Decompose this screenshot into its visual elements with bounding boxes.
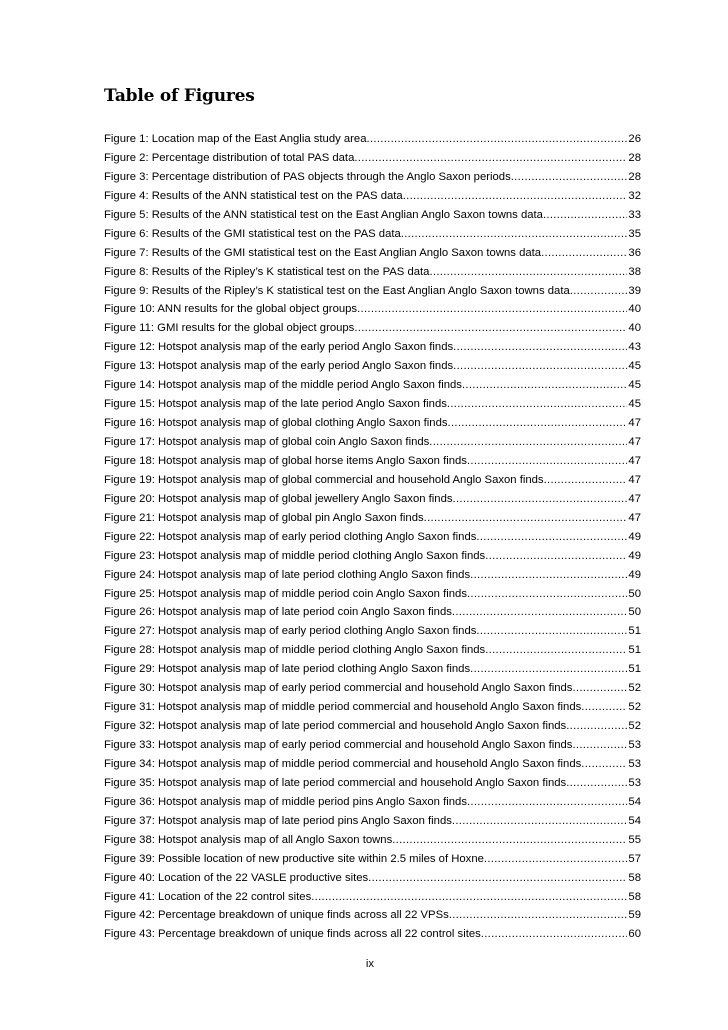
toc-entry-page-number: 50 bbox=[628, 606, 641, 619]
toc-entry-page-number: 36 bbox=[628, 246, 641, 259]
toc-entry[interactable] bbox=[104, 622, 641, 641]
toc-entry-label: Figure 5: Results of the ANN statistical test on the East Anglian Anglo Saxon towns data bbox=[104, 208, 543, 221]
toc-entry[interactable] bbox=[104, 831, 641, 850]
table-of-figures bbox=[104, 130, 641, 944]
toc-entry-label: Figure 17: Hotspot analysis map of global coin Anglo Saxon finds bbox=[104, 436, 430, 448]
toc-entry-page-number: 47 bbox=[628, 473, 641, 486]
toc-entry-label: Figure 26: Hotspot analysis map of late period coin Anglo Saxon finds bbox=[104, 606, 452, 619]
dot-leader bbox=[467, 585, 627, 604]
toc-entry-page-number: 52 bbox=[628, 682, 641, 695]
toc-entry[interactable] bbox=[104, 793, 641, 812]
toc-entry[interactable] bbox=[104, 225, 641, 244]
toc-entry[interactable] bbox=[104, 338, 641, 357]
toc-entry[interactable] bbox=[104, 471, 641, 490]
dot-leader bbox=[311, 888, 627, 907]
toc-entry-page-number: 47 bbox=[628, 436, 641, 448]
toc-entry-label: Figure 29: Hotspot analysis map of late period clothing Anglo Saxon finds bbox=[104, 663, 471, 676]
dot-leader bbox=[572, 679, 627, 698]
toc-entry[interactable] bbox=[104, 263, 641, 282]
dot-leader bbox=[484, 850, 628, 869]
toc-entry[interactable] bbox=[104, 888, 641, 907]
toc-entry-page-number: 47 bbox=[628, 492, 641, 505]
dot-leader bbox=[453, 490, 628, 509]
toc-entry-label: Figure 42: Percentage breakdown of unique finds across all 22 VPSs bbox=[104, 909, 449, 922]
toc-entry-label: Figure 39: Possible location of new productive site within 2.5 miles of Hoxne bbox=[104, 852, 484, 865]
dot-leader bbox=[570, 282, 628, 301]
dot-leader bbox=[566, 774, 627, 793]
dot-leader bbox=[403, 187, 628, 206]
dot-leader bbox=[424, 509, 628, 528]
toc-entry[interactable] bbox=[104, 282, 641, 301]
toc-entry-label: Figure 4: Results of the ANN statistical test on the PAS data bbox=[104, 189, 403, 202]
toc-entry-page-number: 43 bbox=[628, 341, 641, 354]
toc-entry-page-number: 28 bbox=[628, 151, 641, 164]
toc-entry-label: Figure 8: Results of the Ripley’s K statistical test on the PAS data bbox=[104, 265, 430, 278]
toc-entry-page-number: 32 bbox=[628, 189, 641, 202]
toc-entry-page-number: 49 bbox=[628, 568, 641, 581]
toc-entry[interactable] bbox=[104, 395, 641, 414]
toc-entry[interactable] bbox=[104, 850, 641, 869]
toc-entry-label: Figure 25: Hotspot analysis map of middle period coin Anglo Saxon finds bbox=[104, 587, 467, 600]
toc-entry-label: Figure 33: Hotspot analysis map of early period commercial and household Anglo Saxon finds bbox=[104, 739, 573, 751]
dot-leader bbox=[429, 433, 627, 452]
toc-entry[interactable] bbox=[104, 357, 641, 376]
dot-leader bbox=[511, 168, 628, 187]
toc-entry[interactable] bbox=[104, 376, 641, 395]
toc-entry-label: Figure 16: Hotspot analysis map of global clothing Anglo Saxon finds bbox=[104, 417, 448, 430]
dot-leader bbox=[581, 755, 627, 774]
toc-entry[interactable] bbox=[104, 414, 641, 433]
toc-entry-label: Figure 11: GMI results for the global object groups bbox=[104, 322, 355, 335]
toc-entry-label: Figure 38: Hotspot analysis map of all Anglo Saxon towns bbox=[104, 833, 393, 846]
toc-entry[interactable] bbox=[104, 319, 641, 338]
dot-leader bbox=[572, 736, 627, 755]
toc-entry-page-number: 58 bbox=[628, 871, 641, 884]
toc-entry-label: Figure 1: Location map of the East Anglia study area bbox=[104, 133, 367, 145]
toc-entry-page-number: 45 bbox=[628, 360, 641, 373]
dot-leader bbox=[476, 528, 627, 547]
toc-entry-page-number: 40 bbox=[628, 322, 641, 335]
toc-entry-label: Figure 22: Hotspot analysis map of early period clothing Anglo Saxon finds bbox=[104, 530, 477, 543]
toc-entry[interactable] bbox=[104, 509, 641, 528]
toc-entry[interactable] bbox=[104, 452, 641, 471]
toc-entry-label: Figure 12: Hotspot analysis map of the early period Anglo Saxon finds bbox=[104, 341, 454, 354]
dot-leader bbox=[485, 547, 627, 566]
toc-entry[interactable] bbox=[104, 490, 641, 509]
toc-entry-label: Figure 27: Hotspot analysis map of early period clothing Anglo Saxon finds bbox=[104, 625, 477, 638]
dot-leader bbox=[354, 319, 627, 338]
toc-entry[interactable] bbox=[104, 925, 641, 944]
dot-leader bbox=[476, 622, 627, 641]
toc-entry-label: Figure 20: Hotspot analysis map of global jewellery Anglo Saxon finds bbox=[104, 492, 453, 505]
toc-entry-label: Figure 2: Percentage distribution of total PAS data bbox=[104, 151, 355, 164]
toc-entry-label: Figure 43: Percentage breakdown of unique finds across all 22 control sites bbox=[104, 928, 481, 941]
toc-entry-page-number: 38 bbox=[628, 265, 641, 278]
toc-entry-page-number: 52 bbox=[628, 701, 641, 714]
toc-entry-label: Figure 28: Hotspot analysis map of middle period clothing Anglo Saxon finds bbox=[104, 644, 486, 657]
toc-entry-label: Figure 40: Location of the 22 VASLE productive sites bbox=[104, 871, 369, 884]
toc-entry-page-number: 51 bbox=[628, 625, 641, 638]
toc-entry-page-number: 53 bbox=[628, 776, 641, 789]
toc-entry[interactable] bbox=[104, 528, 641, 547]
toc-entry-label: Figure 3: Percentage distribution of PAS objects through the Anglo Saxon periods bbox=[104, 170, 511, 183]
toc-entry-label: Figure 6: Results of the GMI statistical test on the PAS data bbox=[104, 227, 401, 240]
dot-leader bbox=[367, 130, 628, 149]
dot-leader bbox=[452, 812, 628, 831]
toc-entry-page-number: 45 bbox=[628, 398, 641, 411]
toc-entry-label: Figure 41: Location of the 22 control sites bbox=[104, 890, 312, 903]
dot-leader bbox=[449, 906, 628, 925]
toc-entry[interactable] bbox=[104, 679, 641, 698]
dot-leader bbox=[544, 471, 628, 490]
toc-entry-label: Figure 19: Hotspot analysis map of global commercial and household Anglo Saxon finds bbox=[104, 473, 544, 486]
dot-leader bbox=[392, 831, 627, 850]
dot-leader bbox=[452, 603, 628, 622]
toc-entry-page-number: 39 bbox=[628, 284, 641, 297]
toc-entry-label: Figure 10: ANN results for the global object groups bbox=[104, 303, 358, 316]
dot-leader bbox=[470, 566, 627, 585]
toc-entry-label: Figure 34: Hotspot analysis map of middle period commercial and household Anglo Saxon finds bbox=[104, 757, 582, 770]
dot-leader bbox=[541, 244, 627, 263]
toc-entry-label: Figure 14: Hotspot analysis map of the middle period Anglo Saxon finds bbox=[104, 379, 462, 392]
toc-entry[interactable] bbox=[104, 736, 641, 755]
dot-leader bbox=[467, 793, 627, 812]
toc-entry-page-number: 53 bbox=[628, 739, 641, 751]
toc-entry-label: Figure 23: Hotspot analysis map of middle period clothing Anglo Saxon finds bbox=[104, 549, 486, 562]
toc-entry[interactable] bbox=[104, 149, 641, 168]
toc-entry[interactable] bbox=[104, 244, 641, 263]
dot-leader bbox=[485, 641, 627, 660]
toc-entry-page-number: 51 bbox=[628, 663, 641, 676]
toc-entry-page-number: 45 bbox=[628, 379, 641, 392]
dot-leader bbox=[566, 717, 627, 736]
toc-entry-label: Figure 9: Results of the Ripley’s K statistical test on the East Anglian Anglo Saxon towns data bbox=[104, 284, 570, 297]
toc-entry-label: Figure 15: Hotspot analysis map of the late period Anglo Saxon finds bbox=[104, 398, 447, 411]
toc-entry-label: Figure 24: Hotspot analysis map of late period clothing Anglo Saxon finds bbox=[104, 568, 471, 581]
toc-entry-label: Figure 31: Hotspot analysis map of middle period commercial and household Anglo Saxon finds bbox=[104, 701, 582, 714]
toc-entry[interactable] bbox=[104, 300, 641, 319]
dot-leader bbox=[453, 357, 627, 376]
dot-leader bbox=[368, 869, 627, 888]
toc-entry[interactable] bbox=[104, 812, 641, 831]
toc-entry[interactable] bbox=[104, 547, 641, 566]
dot-leader bbox=[453, 338, 627, 357]
toc-entry[interactable] bbox=[104, 906, 641, 925]
toc-entry-page-number: 47 bbox=[628, 417, 641, 430]
toc-entry-page-number: 49 bbox=[628, 549, 641, 562]
dot-leader bbox=[467, 452, 627, 471]
dot-leader bbox=[481, 925, 628, 944]
toc-entry[interactable] bbox=[104, 698, 641, 717]
toc-entry-page-number: 59 bbox=[628, 909, 641, 922]
toc-entry-page-number: 49 bbox=[628, 530, 641, 543]
dot-leader bbox=[429, 263, 627, 282]
toc-entry[interactable] bbox=[104, 206, 641, 225]
dot-leader bbox=[354, 149, 627, 168]
toc-entry[interactable] bbox=[104, 168, 641, 187]
page-title: Table of Figures bbox=[104, 86, 255, 106]
toc-entry-label: Figure 36: Hotspot analysis map of middle period pins Anglo Saxon finds bbox=[104, 795, 467, 808]
toc-entry-label: Figure 13: Hotspot analysis map of the early period Anglo Saxon finds bbox=[104, 360, 454, 373]
toc-entry-page-number: 55 bbox=[628, 833, 641, 846]
toc-entry-label: Figure 18: Hotspot analysis map of global horse items Anglo Saxon finds bbox=[104, 454, 467, 467]
toc-entry[interactable] bbox=[104, 755, 641, 774]
toc-entry-label: Figure 30: Hotspot analysis map of early period commercial and household Anglo Saxon finds bbox=[104, 682, 573, 695]
toc-entry-label: Figure 21: Hotspot analysis map of global pin Anglo Saxon finds bbox=[104, 511, 424, 524]
toc-entry-page-number: 40 bbox=[628, 303, 641, 316]
dot-leader bbox=[581, 698, 627, 717]
toc-entry-label: Figure 35: Hotspot analysis map of late period commercial and household Anglo Saxon finds bbox=[104, 776, 567, 789]
toc-entry-page-number: 51 bbox=[628, 644, 641, 657]
toc-entry-page-number: 60 bbox=[628, 928, 641, 941]
toc-entry[interactable] bbox=[104, 774, 641, 793]
dot-leader bbox=[447, 395, 628, 414]
toc-entry-page-number: 35 bbox=[628, 227, 641, 240]
toc-entry[interactable] bbox=[104, 660, 641, 679]
toc-entry-page-number: 47 bbox=[628, 454, 641, 467]
toc-entry-page-number: 58 bbox=[628, 890, 641, 903]
toc-entry[interactable] bbox=[104, 187, 641, 206]
toc-entry[interactable] bbox=[104, 603, 641, 622]
dot-leader bbox=[462, 376, 627, 395]
toc-entry-page-number: 28 bbox=[628, 170, 641, 183]
dot-leader bbox=[401, 225, 628, 244]
page-number: ix bbox=[365, 958, 375, 970]
dot-leader bbox=[543, 206, 627, 225]
toc-entry[interactable] bbox=[104, 869, 641, 888]
toc-entry-page-number: 52 bbox=[628, 720, 641, 733]
toc-entry[interactable] bbox=[104, 641, 641, 660]
toc-entry-page-number: 50 bbox=[628, 587, 641, 600]
dot-leader bbox=[470, 660, 627, 679]
toc-entry-page-number: 33 bbox=[628, 208, 641, 221]
toc-entry[interactable] bbox=[104, 433, 641, 452]
toc-entry[interactable] bbox=[104, 585, 641, 604]
dot-leader bbox=[357, 300, 627, 319]
toc-entry-label: Figure 32: Hotspot analysis map of late period commercial and household Anglo Saxon finds bbox=[104, 720, 567, 733]
toc-entry[interactable] bbox=[104, 566, 641, 585]
dot-leader bbox=[448, 414, 628, 433]
toc-entry-page-number: 57 bbox=[628, 852, 641, 865]
toc-entry-page-number: 54 bbox=[628, 795, 641, 808]
toc-entry-page-number: 47 bbox=[628, 511, 641, 524]
toc-entry[interactable] bbox=[104, 130, 641, 149]
toc-entry-label: Figure 37: Hotspot analysis map of late period pins Anglo Saxon finds bbox=[104, 814, 452, 827]
toc-entry-page-number: 54 bbox=[628, 814, 641, 827]
toc-entry-page-number: 53 bbox=[628, 757, 641, 770]
toc-entry-page-number: 26 bbox=[628, 133, 641, 145]
toc-entry[interactable] bbox=[104, 717, 641, 736]
toc-entry-label: Figure 7: Results of the GMI statistical test on the East Anglian Anglo Saxon towns data bbox=[104, 246, 542, 259]
